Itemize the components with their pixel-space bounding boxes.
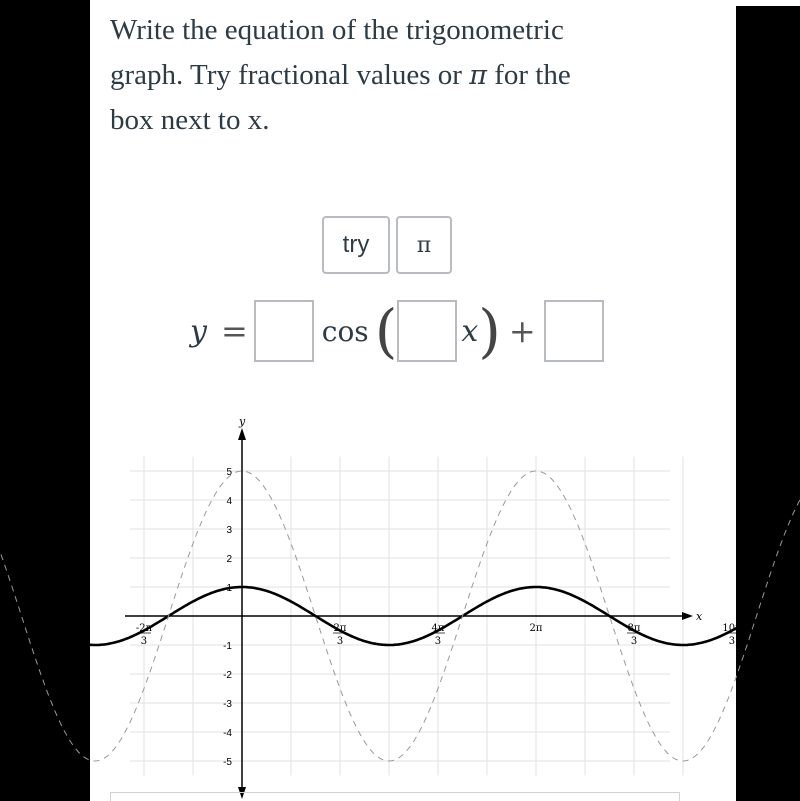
x-tick-label-denominator: 3: [434, 636, 442, 647]
y-tick-label: -2: [223, 670, 232, 681]
keypad: [322, 216, 452, 274]
y-tick-label: -3: [223, 699, 232, 710]
pi-button[interactable]: π: [396, 216, 452, 274]
x-tick-label-numerator: -4π: [37, 623, 55, 634]
y-axis-arrow-up: [238, 428, 246, 440]
x-tick-label-numerator: 10π: [722, 623, 742, 634]
x-tick-label-numerator: 8π: [627, 623, 641, 634]
amplitude-input[interactable]: [254, 300, 314, 362]
y-tick-label: -5: [223, 757, 232, 768]
graph: [37, 410, 742, 801]
plus-sign: +: [508, 312, 536, 350]
y-tick-label: -4: [223, 728, 232, 739]
y-tick-label: -1: [223, 641, 232, 652]
equation: [190, 296, 604, 366]
close-paren: ): [478, 297, 501, 365]
x-axis-label: x: [696, 610, 703, 623]
y-tick-label: 5: [226, 467, 232, 478]
equals-sign: =: [220, 312, 248, 350]
frequency-input[interactable]: [397, 300, 457, 362]
y-axis-label: y: [239, 415, 246, 428]
y-tick-label: 4: [226, 496, 232, 507]
question-text: [110, 8, 710, 143]
question-line-2b: for the: [486, 59, 571, 91]
question-line-2a: graph. Try fractional values or: [110, 59, 470, 91]
open-paren: (: [374, 297, 398, 365]
equation-x: x: [461, 313, 479, 349]
answer-area-edge: [110, 792, 680, 801]
x-tick-label-denominator: 3: [42, 636, 50, 647]
x-tick-label-denominator: 3: [630, 636, 638, 647]
y-tick-label: 3: [226, 525, 232, 536]
top-edge: [736, 0, 800, 6]
question-line-3: box next to x.: [110, 104, 270, 136]
question-line-1: Write the equation of the trigonometric: [110, 14, 564, 46]
question-panel: [37, 0, 742, 801]
x-axis-arrow: [682, 612, 693, 620]
graph-svg: [37, 410, 742, 801]
x-tick-label-numerator: 2π: [333, 623, 347, 634]
y-tick-label: 2: [226, 554, 232, 565]
x-tick-label-numerator: -2π: [135, 623, 153, 634]
pi-symbol: π: [469, 60, 487, 91]
x-tick-label: 2π: [529, 623, 543, 634]
vertical-shift-input[interactable]: [544, 300, 604, 362]
x-tick-label-denominator: 3: [336, 636, 344, 647]
x-tick-label-denominator: 3: [140, 636, 148, 647]
equation-y: y: [190, 313, 207, 349]
try-button[interactable]: try: [322, 216, 390, 274]
cos-function: cos: [321, 314, 369, 348]
x-tick-label-denominator: 3: [728, 636, 736, 647]
x-tick-label-numerator: 4π: [431, 623, 445, 634]
y-tick-label: 1: [226, 583, 232, 594]
